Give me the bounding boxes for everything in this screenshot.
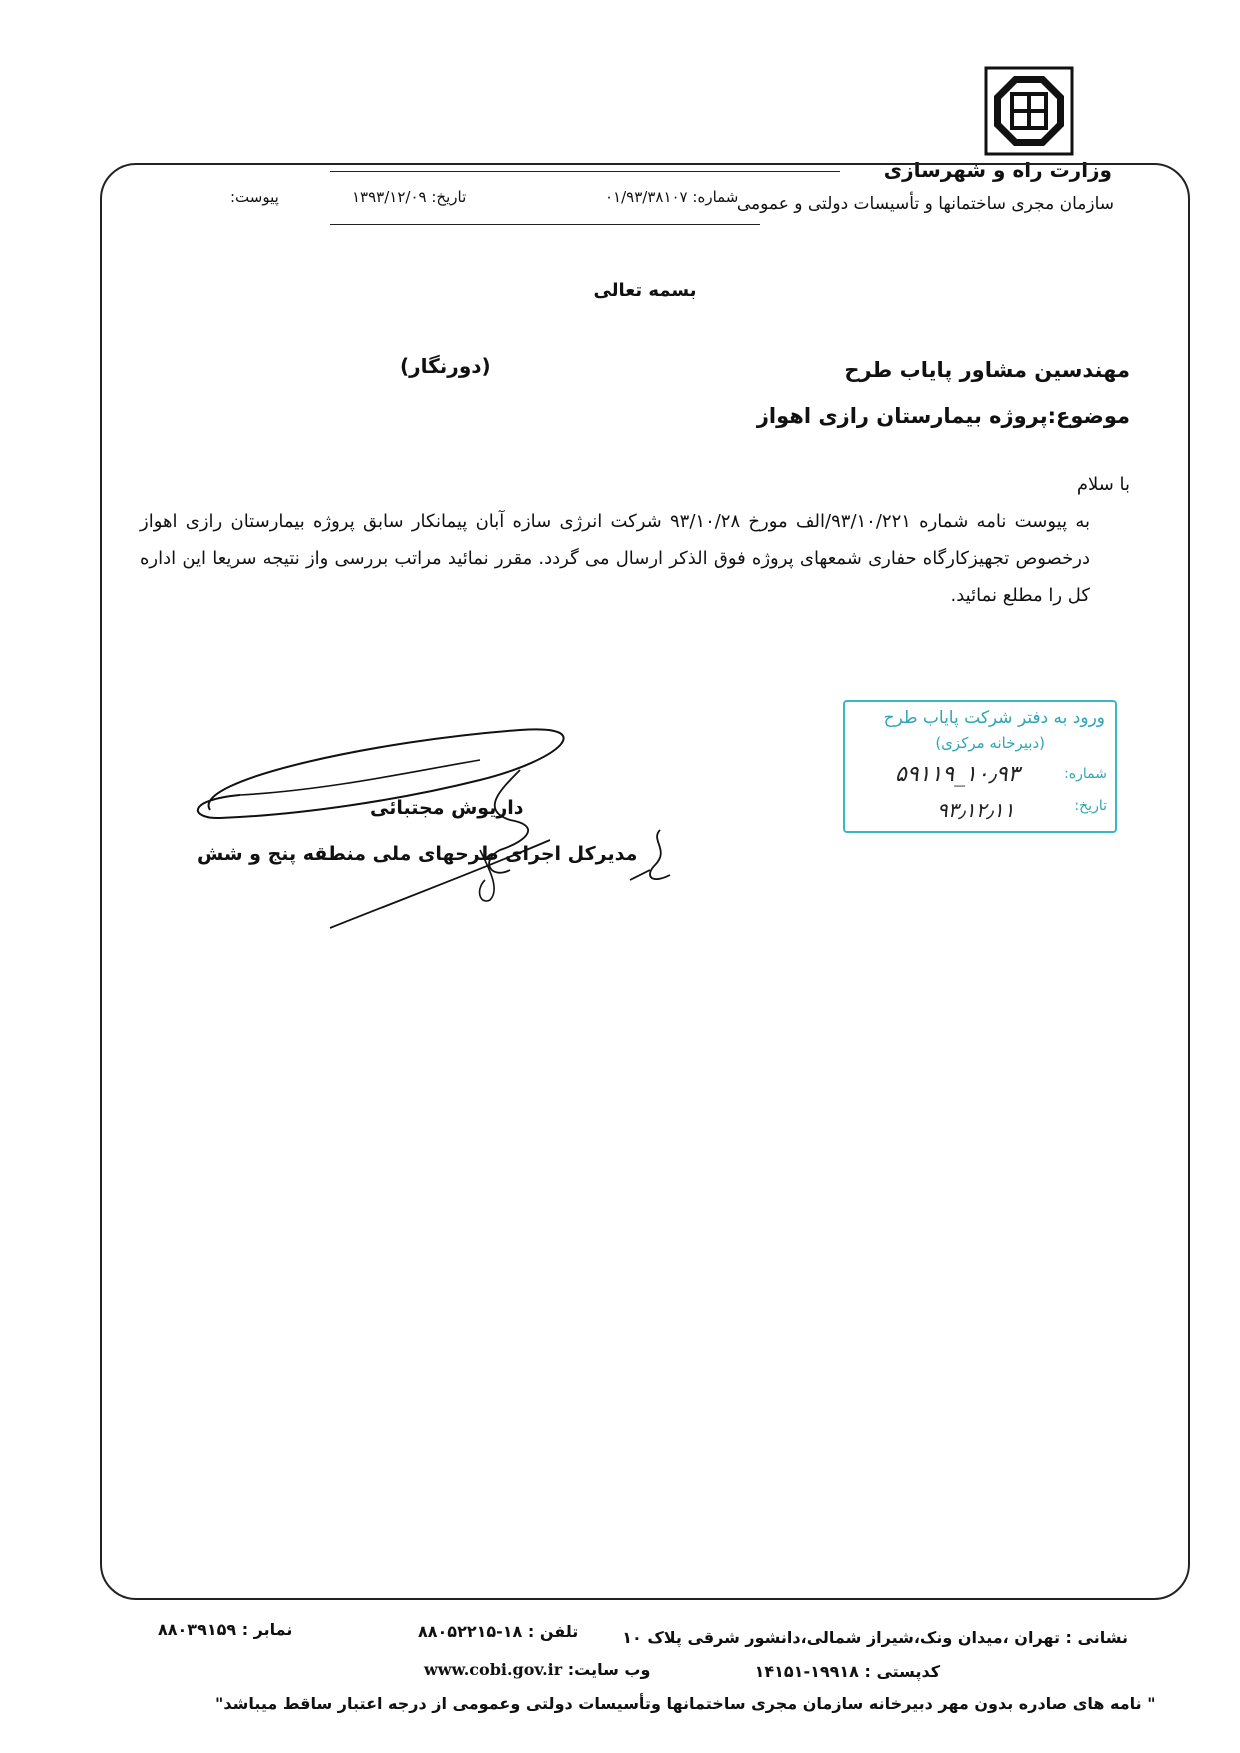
footer-address: نشانی : تهران ،میدان ونک،شیراز شمالی،دانشور شرقی پلاک ۱۰: [622, 1628, 1128, 1647]
footer-postal-code: کدپستی : ۱۹۹۱۸-۱۴۱۵۱: [754, 1662, 940, 1681]
bismillah-heading: بسمه تعالی: [593, 280, 697, 301]
date-label: تاریخ:: [431, 188, 467, 206]
number-label: شماره:: [692, 188, 739, 206]
footer-website: [424, 1660, 650, 1679]
letter-date: [352, 188, 466, 206]
stamp-line-1: ورود به دفتر شرکت پایاب طرح: [883, 708, 1105, 728]
stamp-number-label: شماره:: [1064, 766, 1107, 782]
website-label: وب سایت:: [567, 1660, 651, 1679]
website-value: www.cobi.gov.ir: [424, 1660, 563, 1679]
received-stamp: [843, 700, 1117, 833]
fax-note: (دورنگار): [400, 354, 491, 378]
footer-validity-note: " نامه های صادره بدون مهر دبیرخانه سازمان مجری ساختمانها وتأسیسات دولتی وعمومی از درجه اعتبار ساقط میباشد": [215, 1694, 1156, 1713]
greeting: با سلام: [1076, 474, 1130, 495]
stamp-date-value: ۹۳٫۱۲٫۱۱: [937, 798, 1015, 822]
number-value: ۰۱/۹۳/۳۸۱۰۷: [605, 188, 688, 206]
subject-line: موضوع:پروژه بیمارستان رازی اهواز: [756, 404, 1130, 428]
stamp-line-2: (دبیرخانه مرکزی): [935, 734, 1045, 752]
meta-underline: [330, 224, 760, 225]
organization-name: سازمان مجری ساختمانها و تأسیسات دولتی و عمومی: [736, 194, 1114, 214]
signer-name: داریوش مجتبائی: [370, 797, 524, 819]
letter-number: [605, 188, 738, 206]
recipient: مهندسین مشاور پایاب طرح: [844, 358, 1130, 382]
letter-body: به پیوست نامه شماره ۹۳/۱۰/۲۲۱/الف مورخ ۹۳/۱۰/۲۸ شرکت انرژی سازه آبان پیمانکار سابق پروژه بیمارستان رازی اهواز درخصوص تجهیزکارگاه حفاری شمعهای پروژه فوق الذکر ارسال می گردد. مقرر نمائید مراتب بررسی واز نتیجه سریعا این اداره کل را مطلع نمائید.: [140, 511, 1090, 606]
date-value: ۱۳۹۳/۱۲/۰۹: [352, 188, 427, 206]
ministry-name: وزارت راه و شهرسازی: [883, 158, 1112, 182]
stamp-date-label: تاریخ:: [1074, 798, 1107, 814]
ministry-logo-icon: [984, 66, 1074, 156]
stamp-number-value: ۱۰٫۹۳_۵۹۱۱۹: [895, 762, 1020, 787]
attachment-label: پیوست:: [230, 188, 279, 206]
signature-icon: [180, 700, 740, 940]
signer-title: مدیرکل اجرای طرحهای ملی منطقه پنج و شش: [197, 843, 638, 865]
footer-fax: نمابر : ۸۸۰۳۹۱۵۹: [158, 1620, 293, 1639]
footer-phone: تلفن : ۱۸-۸۸۰۵۲۲۱۵: [418, 1622, 579, 1641]
